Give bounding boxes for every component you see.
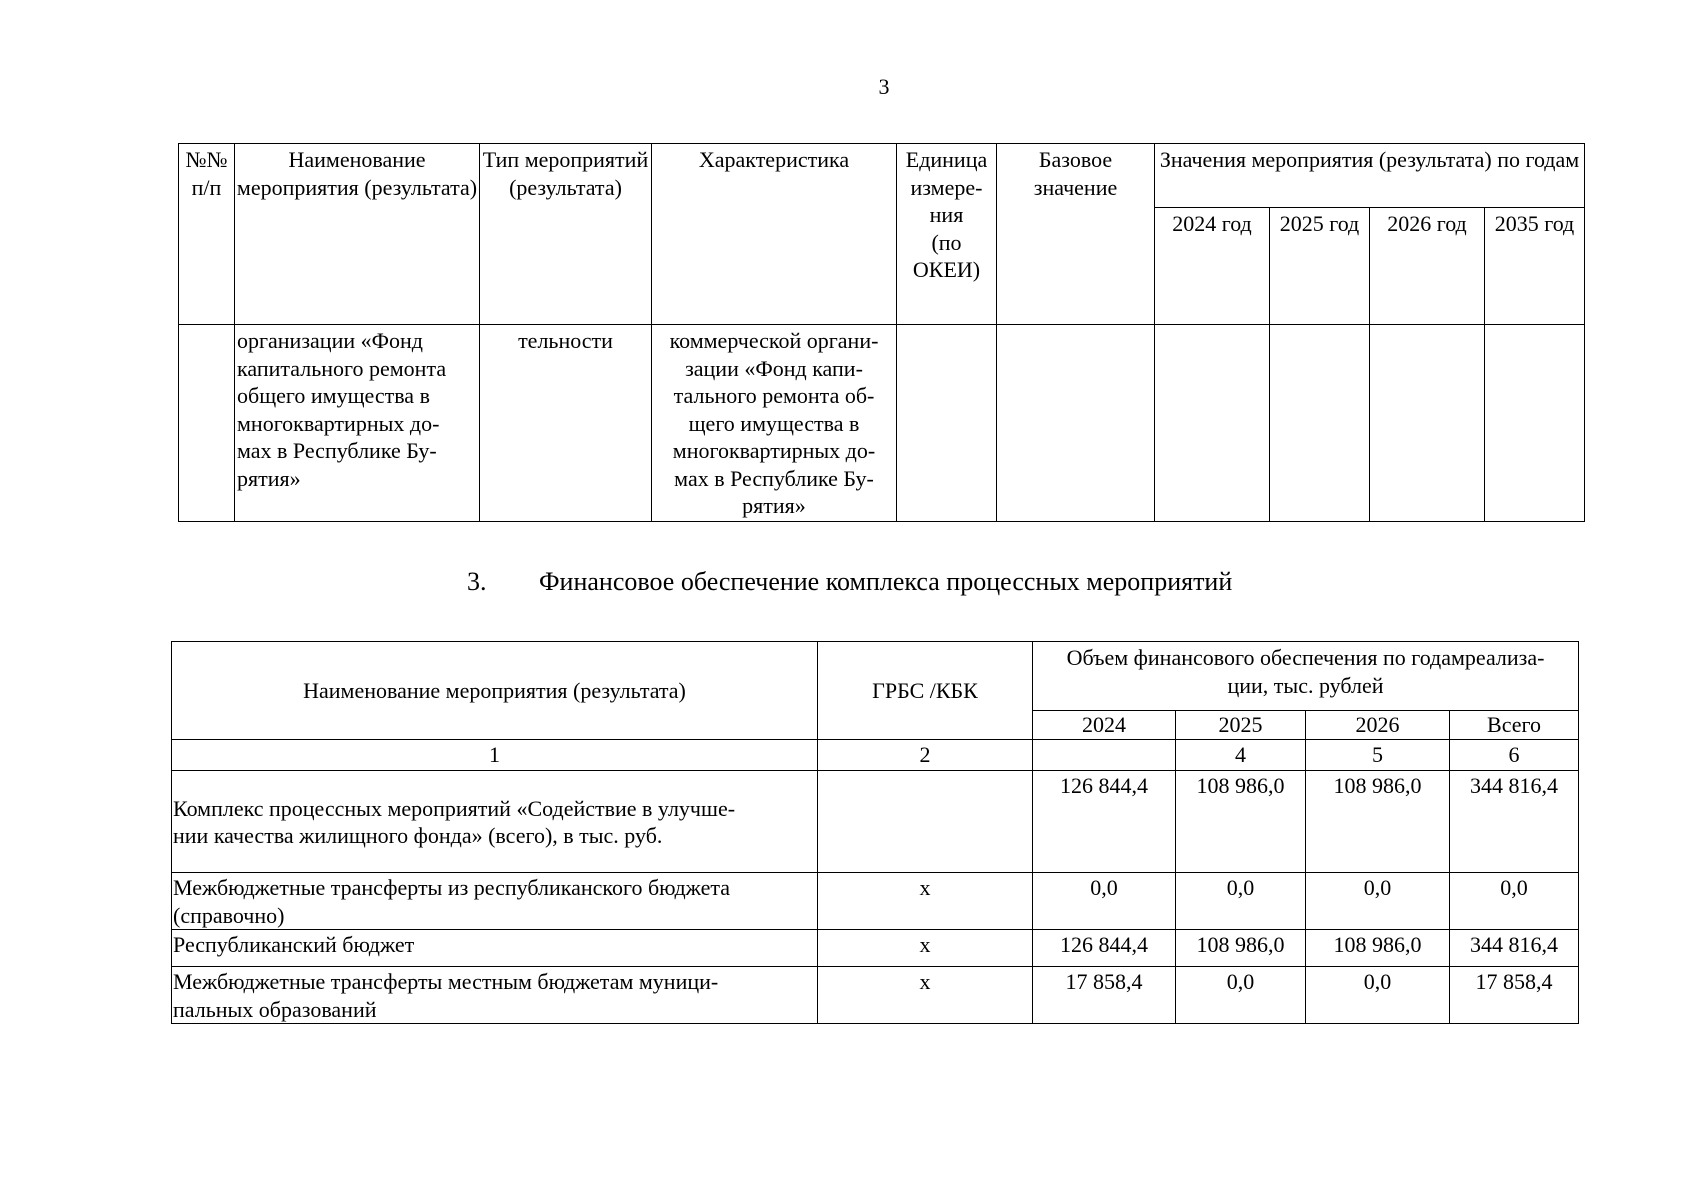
cell-2024: 17 858,4	[1033, 967, 1176, 1024]
cell-name: Межбюджетные трансферты из республиканского бюджета (справочно)	[172, 873, 818, 930]
header-name: Наименование мероприятия (результата)	[235, 144, 480, 325]
cell-2026: 0,0	[1306, 967, 1450, 1024]
cell-2024	[1155, 325, 1270, 522]
cell-2024: 0,0	[1033, 873, 1176, 930]
cell-characteristic: коммерческой органи- зации «Фонд капи- тального ремонта об- щего имущества в многоквартирных до- мах в Республике Бу- рятия»	[652, 325, 897, 522]
index-row	[172, 740, 1579, 771]
header-base: Базовое значение	[997, 144, 1155, 325]
header-year-2026: 2026	[1306, 711, 1450, 740]
header-values-group: Значения мероприятия (результата) по годам	[1155, 144, 1585, 208]
header-total: Всего	[1450, 711, 1579, 740]
cell-type: тельности	[480, 325, 652, 522]
section-number: 3.	[467, 567, 487, 596]
cell-name: Комплекс процессных мероприятий «Содействие в улучше- нии качества жилищного фонда» (всего), в тыс. руб.	[172, 771, 818, 873]
measures-table	[178, 143, 1585, 522]
cell-2026: 108 986,0	[1306, 771, 1450, 873]
header-year-2025: 2025 год	[1270, 208, 1370, 325]
header-year-2026: 2026 год	[1370, 208, 1485, 325]
cell-grbs	[818, 771, 1033, 873]
cell-2035	[1485, 325, 1585, 522]
cell-2024: 126 844,4	[1033, 930, 1176, 967]
cell-2025: 0,0	[1176, 873, 1306, 930]
cell-total: 344 816,4	[1450, 771, 1579, 873]
cell-2025: 108 986,0	[1176, 771, 1306, 873]
cell-grbs: x	[818, 873, 1033, 930]
header-year-2035: 2035 год	[1485, 208, 1585, 325]
table-row	[172, 930, 1579, 967]
cell-2026	[1370, 325, 1485, 522]
cell-2024: 126 844,4	[1033, 771, 1176, 873]
index-cell: 1	[172, 740, 818, 771]
cell-unit	[897, 325, 997, 522]
index-cell: 6	[1450, 740, 1579, 771]
header-type: Тип мероприятий (результата)	[480, 144, 652, 325]
cell-grbs: x	[818, 967, 1033, 1024]
table-row	[179, 325, 1585, 522]
financing-table	[171, 641, 1579, 1024]
header-characteristic: Характеристика	[652, 144, 897, 325]
table-row	[172, 873, 1579, 930]
header-grbs: ГРБС /КБК	[818, 642, 1033, 740]
cell-2026: 0,0	[1306, 873, 1450, 930]
section-title: Финансовое обеспечение комплекса процессных мероприятий	[539, 567, 1233, 596]
cell-name: Республиканский бюджет	[172, 930, 818, 967]
page-number: 3	[878, 74, 890, 99]
cell-name: Межбюджетные трансферты местным бюджетам муници- пальных образований	[172, 967, 818, 1024]
cell-base	[997, 325, 1155, 522]
table-row	[172, 967, 1579, 1024]
cell-name: организации «Фонд капитального ремонта общего имущества в многоквартирных до- мах в Республике Бу- рятия»	[235, 325, 480, 522]
header-volume-group: Объем финансового обеспечения по годамреализа- ции, тыс. рублей	[1033, 642, 1579, 711]
cell-num	[179, 325, 235, 522]
cell-grbs: x	[818, 930, 1033, 967]
cell-2025: 108 986,0	[1176, 930, 1306, 967]
index-cell	[1033, 740, 1176, 771]
cell-2026: 108 986,0	[1306, 930, 1450, 967]
header-year-2025: 2025	[1176, 711, 1306, 740]
cell-total: 17 858,4	[1450, 967, 1579, 1024]
cell-2025: 0,0	[1176, 967, 1306, 1024]
index-cell: 4	[1176, 740, 1306, 771]
header-year-2024: 2024 год	[1155, 208, 1270, 325]
header-name: Наименование мероприятия (результата)	[172, 642, 818, 740]
header-num: №№ п/п	[179, 144, 235, 325]
table-row	[172, 771, 1579, 873]
section-heading	[467, 567, 1232, 597]
cell-total: 344 816,4	[1450, 930, 1579, 967]
index-cell: 2	[818, 740, 1033, 771]
cell-total: 0,0	[1450, 873, 1579, 930]
header-unit: Единица измере- ния (по ОКЕИ)	[897, 144, 997, 325]
cell-2025	[1270, 325, 1370, 522]
index-cell: 5	[1306, 740, 1450, 771]
header-year-2024: 2024	[1033, 711, 1176, 740]
